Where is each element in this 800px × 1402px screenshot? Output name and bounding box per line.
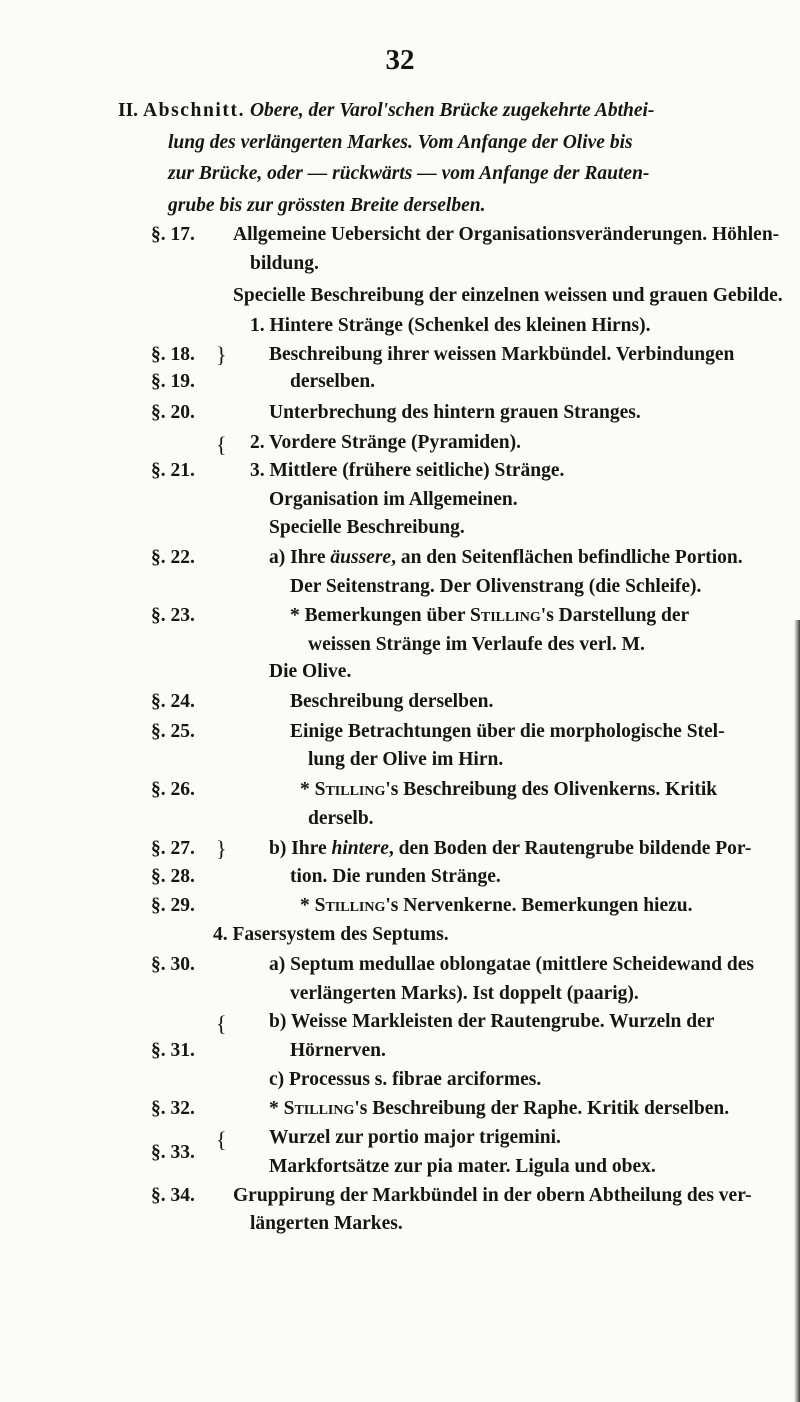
page-edge-shadow <box>794 620 800 1402</box>
toc-text: 2. Vordere Stränge (Pyramiden). <box>250 432 521 453</box>
toc-text: * Stilling's Nervenkerne. Bemerkungen hiezu. <box>300 895 693 916</box>
section-number: §. 27. <box>151 838 195 859</box>
toc-text: Die Olive. <box>269 661 352 682</box>
toc-line <box>0 1094 800 1124</box>
toc-line <box>0 428 800 458</box>
toc-text: Beschreibung derselben. <box>290 691 494 712</box>
toc-text: c) Processus s. fibrae arciformes. <box>269 1069 542 1090</box>
toc-text: Hörnerven. <box>290 1040 386 1061</box>
toc-text: * Bemerkungen über Stilling's Darstellung der <box>290 605 690 626</box>
toc-text: Der Seitenstrang. Der Olivenstrang (die Schleife). <box>290 576 702 597</box>
toc-line <box>0 367 800 397</box>
toc-line <box>0 979 800 1009</box>
toc-line <box>0 1036 800 1066</box>
toc-text: derselben. <box>290 371 376 392</box>
toc-text: derselb. <box>308 808 374 829</box>
section-number: §. 33. <box>151 1142 195 1163</box>
toc-line <box>0 687 800 717</box>
heading-title-line-3: zur Brücke, oder — rückwärts — vom Anfange der Rauten- <box>168 163 650 184</box>
toc-text: * Stilling's Beschreibung des Olivenkerns. Kritik <box>300 779 718 800</box>
toc-line <box>0 485 800 515</box>
section-number: §. 31. <box>151 1040 195 1061</box>
toc-text: a) Ihre äussere, an den Seitenflächen befindliche Portion. <box>269 547 743 568</box>
toc-text: lung der Olive im Hirn. <box>308 749 504 770</box>
toc-line <box>0 220 800 250</box>
toc-text: weissen Stränge im Verlaufe des verl. M. <box>308 634 645 655</box>
section-number: §. 21. <box>151 460 195 481</box>
page-number: 32 <box>385 44 415 76</box>
toc-line <box>0 1138 800 1177</box>
section-number: §. 25. <box>151 721 195 742</box>
brace-icon: { <box>216 1011 227 1036</box>
toc-text: b) Weisse Markleisten der Rautengrube. Wurzeln der <box>269 1011 715 1032</box>
toc-line <box>0 804 800 834</box>
toc-text: längerten Markes. <box>250 1213 403 1234</box>
toc-line <box>0 281 800 311</box>
section-number: §. 28. <box>151 866 195 887</box>
toc-line <box>0 340 800 370</box>
heading-title-line-1: Obere, der Varol'schen Brücke zugekehrte Abthei- <box>249 100 655 121</box>
toc-line <box>0 1065 800 1095</box>
toc-line <box>0 775 800 805</box>
toc-text: Markfortsätze zur pia mater. Ligula und obex. <box>269 1156 656 1177</box>
toc-line <box>0 572 800 602</box>
section-number: §. 29. <box>151 895 195 916</box>
toc-text: 1. Hintere Stränge (Schenkel des kleinen Hirns). <box>250 315 651 336</box>
section-number: §. 19. <box>151 371 195 392</box>
section-number: §. 20. <box>151 402 195 423</box>
section-number: §. 22. <box>151 547 195 568</box>
toc-line <box>0 834 800 864</box>
section-number: §. 24. <box>151 691 195 712</box>
heading-prefix: II. <box>118 100 139 121</box>
toc-text: Wurzel zur portio major trigemini. <box>269 1127 561 1148</box>
toc-line <box>0 1209 800 1239</box>
section-number: §. 17. <box>151 224 195 245</box>
section-number: §. 30. <box>151 954 195 975</box>
toc-text: a) Septum medullae oblongatae (mittlere Scheidewand des <box>269 954 754 975</box>
brace-icon: { <box>216 432 227 457</box>
heading-title-line-2: lung des verlängerten Markes. Vom Anfange der Olive bis <box>168 131 633 153</box>
toc-text: verlängerten Marks). Ist doppelt (paarig). <box>290 983 639 1004</box>
toc-text: 3. Mittlere (frühere seitliche) Stränge. <box>250 460 565 481</box>
toc-line <box>0 920 800 950</box>
toc-line <box>0 311 800 341</box>
toc-line <box>0 1181 800 1211</box>
toc-text: 4. Fasersystem des Septums. <box>213 924 449 945</box>
toc-line <box>0 513 800 543</box>
toc-line <box>0 456 800 486</box>
toc-text: Unterbrechung des hintern grauen Stranges. <box>269 402 641 423</box>
toc-line <box>0 862 800 892</box>
toc-line <box>0 543 800 573</box>
heading-title-line-4: grube bis zur grössten Breite derselben. <box>168 194 486 216</box>
toc-text: Beschreibung ihrer weissen Markbündel. Verbindungen <box>269 344 735 365</box>
section-number: §. 26. <box>151 779 195 800</box>
toc-text: Organisation im Allgemeinen. <box>269 489 518 510</box>
brace-icon: } <box>216 342 227 367</box>
section-heading <box>118 95 766 221</box>
section-number: §. 34. <box>151 1185 195 1206</box>
toc-text: Einige Betrachtungen über die morphologische Stel- <box>290 721 725 742</box>
toc-text: * Stilling's Beschreibung der Raphe. Kritik derselben. <box>269 1098 730 1119</box>
toc-line <box>0 398 800 428</box>
toc-line <box>0 1007 800 1037</box>
toc-text: Gruppirung der Markbündel in der obern Abtheilung des ver- <box>233 1185 752 1206</box>
toc-line <box>0 950 800 980</box>
toc-line <box>0 601 800 631</box>
toc-text: Specielle Beschreibung der einzelnen weissen und grauen Gebilde. <box>233 285 783 306</box>
toc-line <box>0 630 800 660</box>
toc-line <box>0 717 800 747</box>
toc-line <box>0 745 800 775</box>
toc-line <box>0 657 800 687</box>
section-number: §. 32. <box>151 1098 195 1119</box>
brace-icon: } <box>216 836 227 861</box>
toc-text: tion. Die runden Stränge. <box>290 866 501 887</box>
brace-icon: { <box>216 1127 227 1152</box>
toc-text: bildung. <box>250 253 319 274</box>
section-number: §. 23. <box>151 605 195 626</box>
heading-label: Abschnitt. <box>142 100 246 121</box>
toc-text: Specielle Beschreibung. <box>269 517 465 538</box>
toc-text: b) Ihre hintere, den Boden der Rautengrube bildende Por- <box>269 838 752 859</box>
toc-line <box>0 249 800 279</box>
toc-line <box>0 891 800 921</box>
toc-text: Allgemeine Uebersicht der Organisationsveränderungen. Höhlen- <box>233 224 780 245</box>
section-number: §. 18. <box>151 344 195 365</box>
